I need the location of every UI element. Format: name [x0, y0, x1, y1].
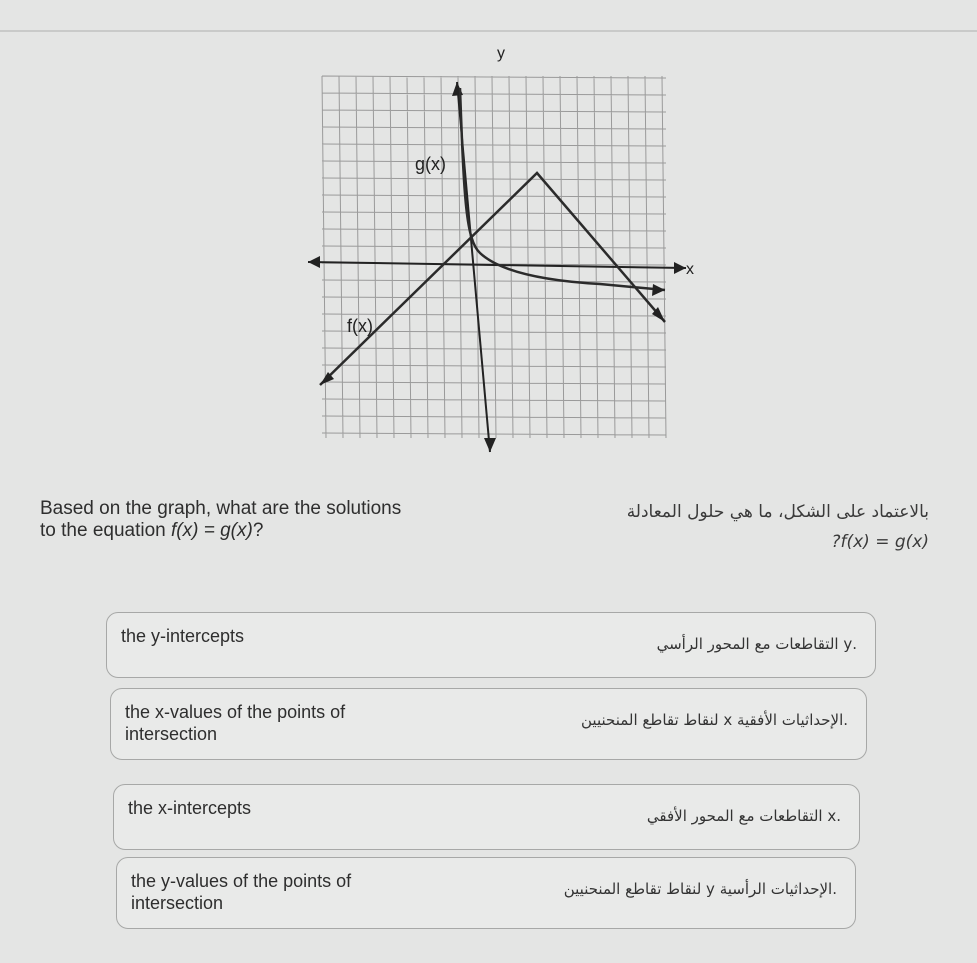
- g-arrow-right: [652, 284, 665, 296]
- y-axis-arrow-down: [484, 438, 496, 452]
- question-equation: f(x) = g(x): [171, 520, 253, 541]
- choice-x-values-intersection[interactable]: [110, 688, 867, 760]
- choice-label-en: the x-values of the points of intersection: [125, 702, 346, 744]
- choice-y-values-intersection[interactable]: [116, 857, 856, 929]
- question-arabic-equation: ?f(x) = g(x): [831, 532, 929, 552]
- choice-label-en: the y-intercepts: [121, 626, 245, 646]
- choice-label-en: the x-intercepts: [128, 798, 252, 818]
- choice-x-intercepts[interactable]: [113, 784, 860, 850]
- choice-y-intercepts[interactable]: [106, 612, 876, 678]
- question-arabic-line1: بالاعتماد على الشكل، ما هي حلول المعادلة: [626, 502, 929, 522]
- grid: [322, 76, 666, 438]
- f-label: f(x): [347, 316, 373, 336]
- question-suffix: ?: [252, 520, 264, 541]
- graph: [300, 40, 694, 460]
- question-line2-prefix: to the equation: [40, 520, 171, 541]
- g-label: g(x): [415, 154, 446, 174]
- question-arabic: [549, 500, 929, 554]
- y-axis-label: y: [497, 45, 505, 62]
- x-axis-label: x: [686, 261, 694, 278]
- x-axis-arrow-left: [308, 256, 320, 268]
- choice-label-ar: .x التقاطعات مع المحور الأفقي: [646, 807, 841, 825]
- question-line1: Based on the graph, what are the solutions: [40, 498, 402, 519]
- top-divider: [0, 30, 977, 32]
- x-axis-arrow-right: [674, 262, 686, 274]
- choice-label-ar: .y التقاطعات مع المحور الرأسي: [656, 635, 857, 653]
- choice-label-ar: .الإحداثيات الرأسية y لنقاط تقاطع المنحنيين: [563, 880, 837, 898]
- choice-label-en: the y-values of the points of intersection: [131, 871, 352, 913]
- question-english: [40, 498, 480, 542]
- choice-label-ar: .الإحداثيات الأفقية x لنقاط تقاطع المنحنيين: [581, 711, 848, 729]
